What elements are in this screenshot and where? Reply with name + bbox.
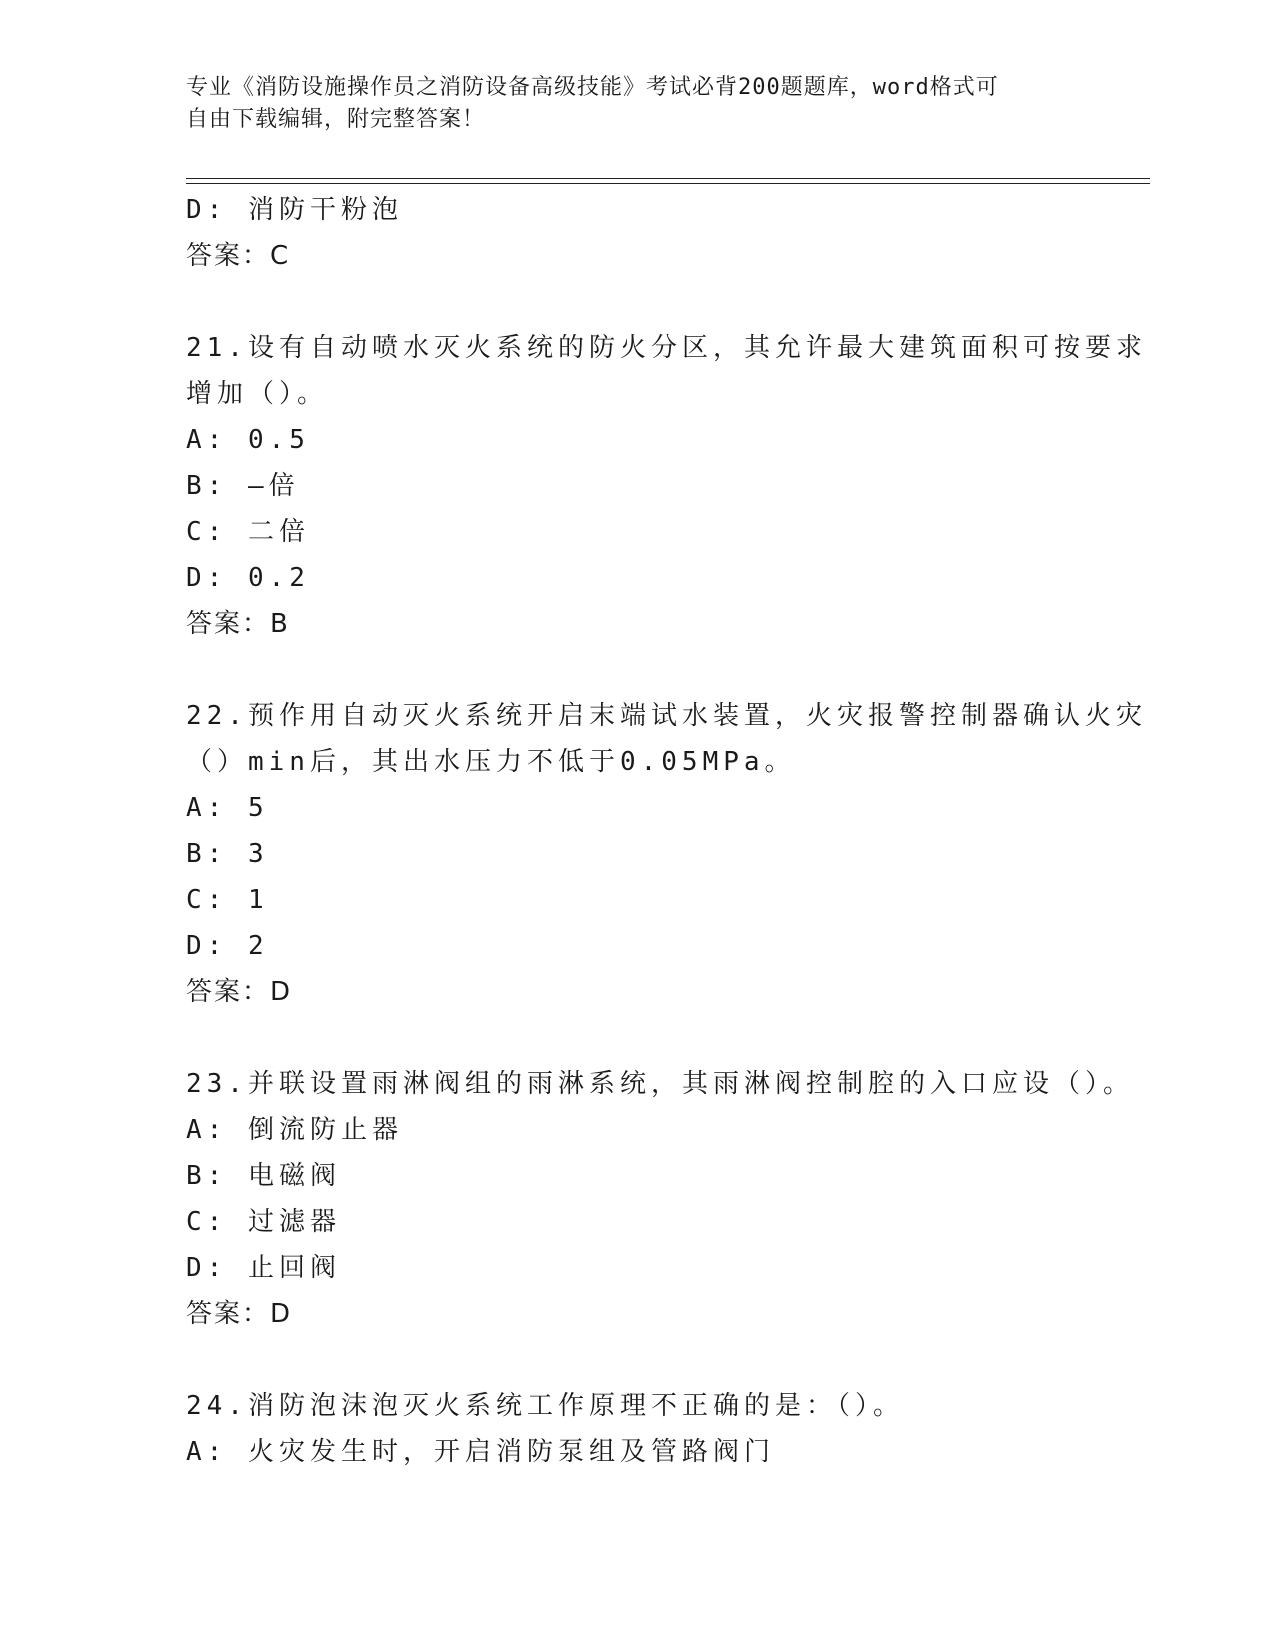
option-a: A: 0.5 (186, 425, 310, 455)
option-d: D: 止回阀 (186, 1253, 341, 1283)
question-stem-line-1: 22.预作用自动灭火系统开启末端试水装置，火灾报警控制器确认火灾 (186, 701, 1147, 731)
question-stem-line-1: 21.设有自动喷水灭火系统的防火分区，其允许最大建筑面积可按要求 (186, 333, 1147, 363)
spacer (186, 279, 1086, 325)
prev-option-d: D: 消防干粉泡 (186, 195, 403, 225)
spacer (186, 1015, 1086, 1061)
spacer (186, 647, 1086, 693)
option-b: B: 电磁阀 (186, 1161, 341, 1191)
option-b: B: 3 (186, 839, 269, 869)
option-b: B: —倍 (186, 471, 300, 501)
option-a: A: 火灾发生时，开启消防泵组及管路阀门 (186, 1437, 775, 1467)
option-a: A: 5 (186, 793, 269, 823)
question-22 (186, 693, 1147, 1015)
option-a: A: 倒流防止器 (186, 1115, 403, 1145)
question-24 (186, 1383, 1086, 1475)
answer: 答案：B (186, 609, 290, 639)
question-stem-line-2: （）min后，其出水压力不低于0.05MPa。 (186, 747, 796, 777)
document-header (186, 72, 1086, 136)
answer: 答案：D (186, 977, 293, 1007)
question-23 (186, 1061, 1134, 1337)
option-c: C: 二倍 (186, 517, 310, 547)
header-divider-top (186, 178, 1150, 179)
header-line-2: 自由下载编辑，附完整答案！ (186, 107, 486, 132)
option-c: C: 过滤器 (186, 1207, 341, 1237)
question-stem-line-1: 24.消防泡沫泡灭火系统工作原理不正确的是：（）。 (186, 1391, 904, 1421)
option-d: D: 2 (186, 931, 269, 961)
question-stem-line-2: 增加（）。 (186, 379, 329, 409)
question-21 (186, 325, 1147, 647)
question-stem-line-1: 23.并联设置雨淋阀组的雨淋系统，其雨淋阀控制腔的入口应设（）。 (186, 1069, 1134, 1099)
header-line-1: 专业《消防设施操作员之消防设备高级技能》考试必背200题题库，word格式可 (186, 75, 999, 100)
header-divider-bottom (186, 183, 1150, 184)
option-d: D: 0.2 (186, 563, 310, 593)
prev-answer: 答案：C (186, 241, 291, 271)
answer: 答案：D (186, 1299, 293, 1329)
question-list (186, 187, 1147, 1475)
option-c: C: 1 (186, 885, 269, 915)
spacer (186, 1337, 1086, 1383)
